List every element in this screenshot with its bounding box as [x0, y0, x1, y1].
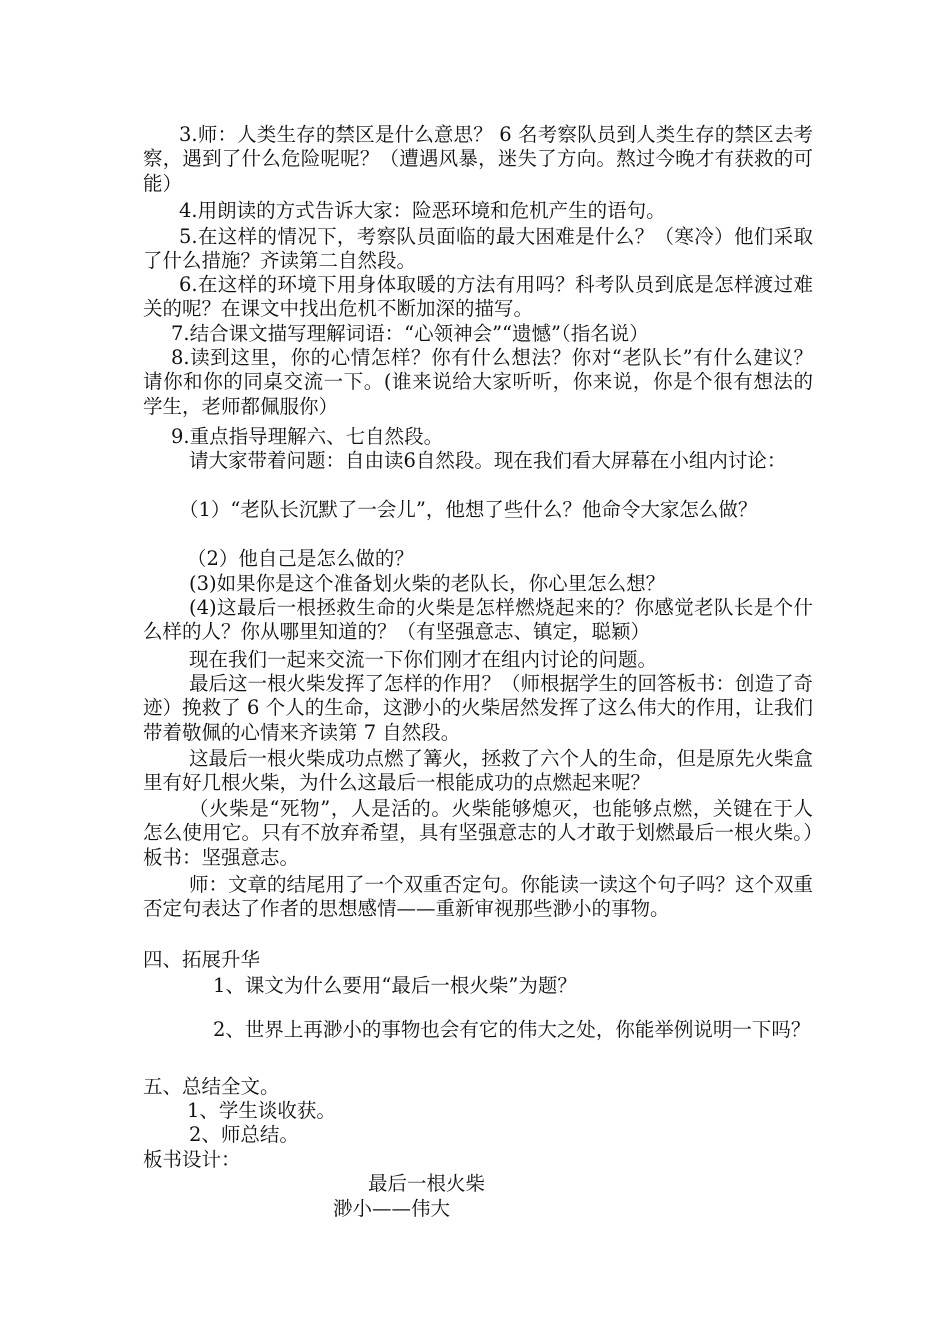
- discussion-exchange: 现在我们一起来交流一下你们刚才在组内讨论的问题。: [189, 648, 658, 671]
- question-2: （2）他自己是怎么做的？: [187, 547, 414, 570]
- board-title: 最后一根火柴: [368, 1172, 486, 1195]
- discussion-intro: 请大家带着问题：自由读6自然段。现在我们看大屏幕在小组内讨论：: [189, 449, 787, 472]
- paragraph-5: 5.在这样的情况下，考察队员面临的最大困难是什么？（寒冷）他们采取了什么措施？齐读第二自然段。: [143, 225, 813, 273]
- question-1: （1）“老队长沉默了一会儿”，他想了些什么？他命令大家怎么做？: [179, 498, 758, 521]
- paragraph-9: 9.重点指导理解六、七自然段。: [171, 425, 444, 448]
- match-explanation: （火柴是“死物”，人是活的。火柴能够熄灭，也能够点燃，关键在于人怎么使用它。只有不放弃希望，具有坚强意志的人才敢于划燃最后一根火柴。）板书：坚强意志。: [143, 797, 813, 869]
- paragraph-4: 4.用朗读的方式告诉大家：险恶环境和危机产生的语句。: [179, 199, 666, 222]
- paragraph-8: 8.读到这里，你的心情怎样？你有什么想法？你对“老队长”有什么建议？请你和你的同桌交流一下。(谁来说给大家听听，你来说，你是个很有想法的学生，老师都佩服你）: [143, 346, 813, 418]
- extension-item-2: 2、世界上再渺小的事物也会有它的伟大之处，你能举例说明一下吗？: [213, 1018, 811, 1041]
- section-5-heading: 五、总结全文。: [143, 1075, 280, 1098]
- board-line: 渺小——伟大: [333, 1197, 451, 1220]
- paragraph-6: 6.在这样的环境下用身体取暖的方法有用吗？科考队员到底是怎样渡过难关的呢？在课文中找出危机不断加深的描写。: [143, 273, 813, 321]
- summary-item-2: 2、师总结。: [189, 1123, 299, 1146]
- last-match-question: 这最后一根火柴成功点燃了篝火，拯救了六个人的生命，但是原先火柴盒里有好几根火柴，为什么这最后一根能成功的点燃起来呢？: [143, 747, 814, 795]
- question-4: (4)这最后一根拯救生命的火柴是怎样燃烧起来的？你感觉老队长是个什么样的人？你从哪里知道的？（有坚强意志、镇定，聪颖）: [143, 596, 813, 644]
- paragraph-3: 3.师：人类生存的禁区是什么意思？ 6 名考察队员到人类生存的禁区去考察，遇到了什么危险呢呢？（遭遇风暴，迷失了方向。熬过今晚才有获救的可能）: [143, 123, 813, 195]
- summary-item-1: 1、学生谈收获。: [187, 1099, 336, 1122]
- extension-item-1: 1、课文为什么要用“最后一根火柴”为题？: [213, 974, 577, 997]
- section-4-heading: 四、拓展升华: [143, 948, 261, 971]
- double-negative-paragraph: 师：文章的结尾用了一个双重否定句。你能读一读这个句子吗？这个双重否定句表达了作者的思想感情——重新审视那些渺小的事物。: [143, 873, 814, 921]
- match-effect-paragraph: 最后这一根火柴发挥了怎样的作用？（师根据学生的回答板书：创造了奇迹）挽救了 6 个人的生命，这渺小的火柴居然发挥了这么伟大的作用，让我们带着敬佩的心情来齐读第 7 自然段。: [143, 672, 814, 744]
- paragraph-7: 7.结合课文描写理解词语：“心领神会”“遗憾”（指名说）: [171, 322, 649, 345]
- board-design-label: 板书设计：: [143, 1148, 241, 1171]
- question-3: (3)如果你是这个准备划火柴的老队长，你心里怎么想？: [189, 572, 666, 595]
